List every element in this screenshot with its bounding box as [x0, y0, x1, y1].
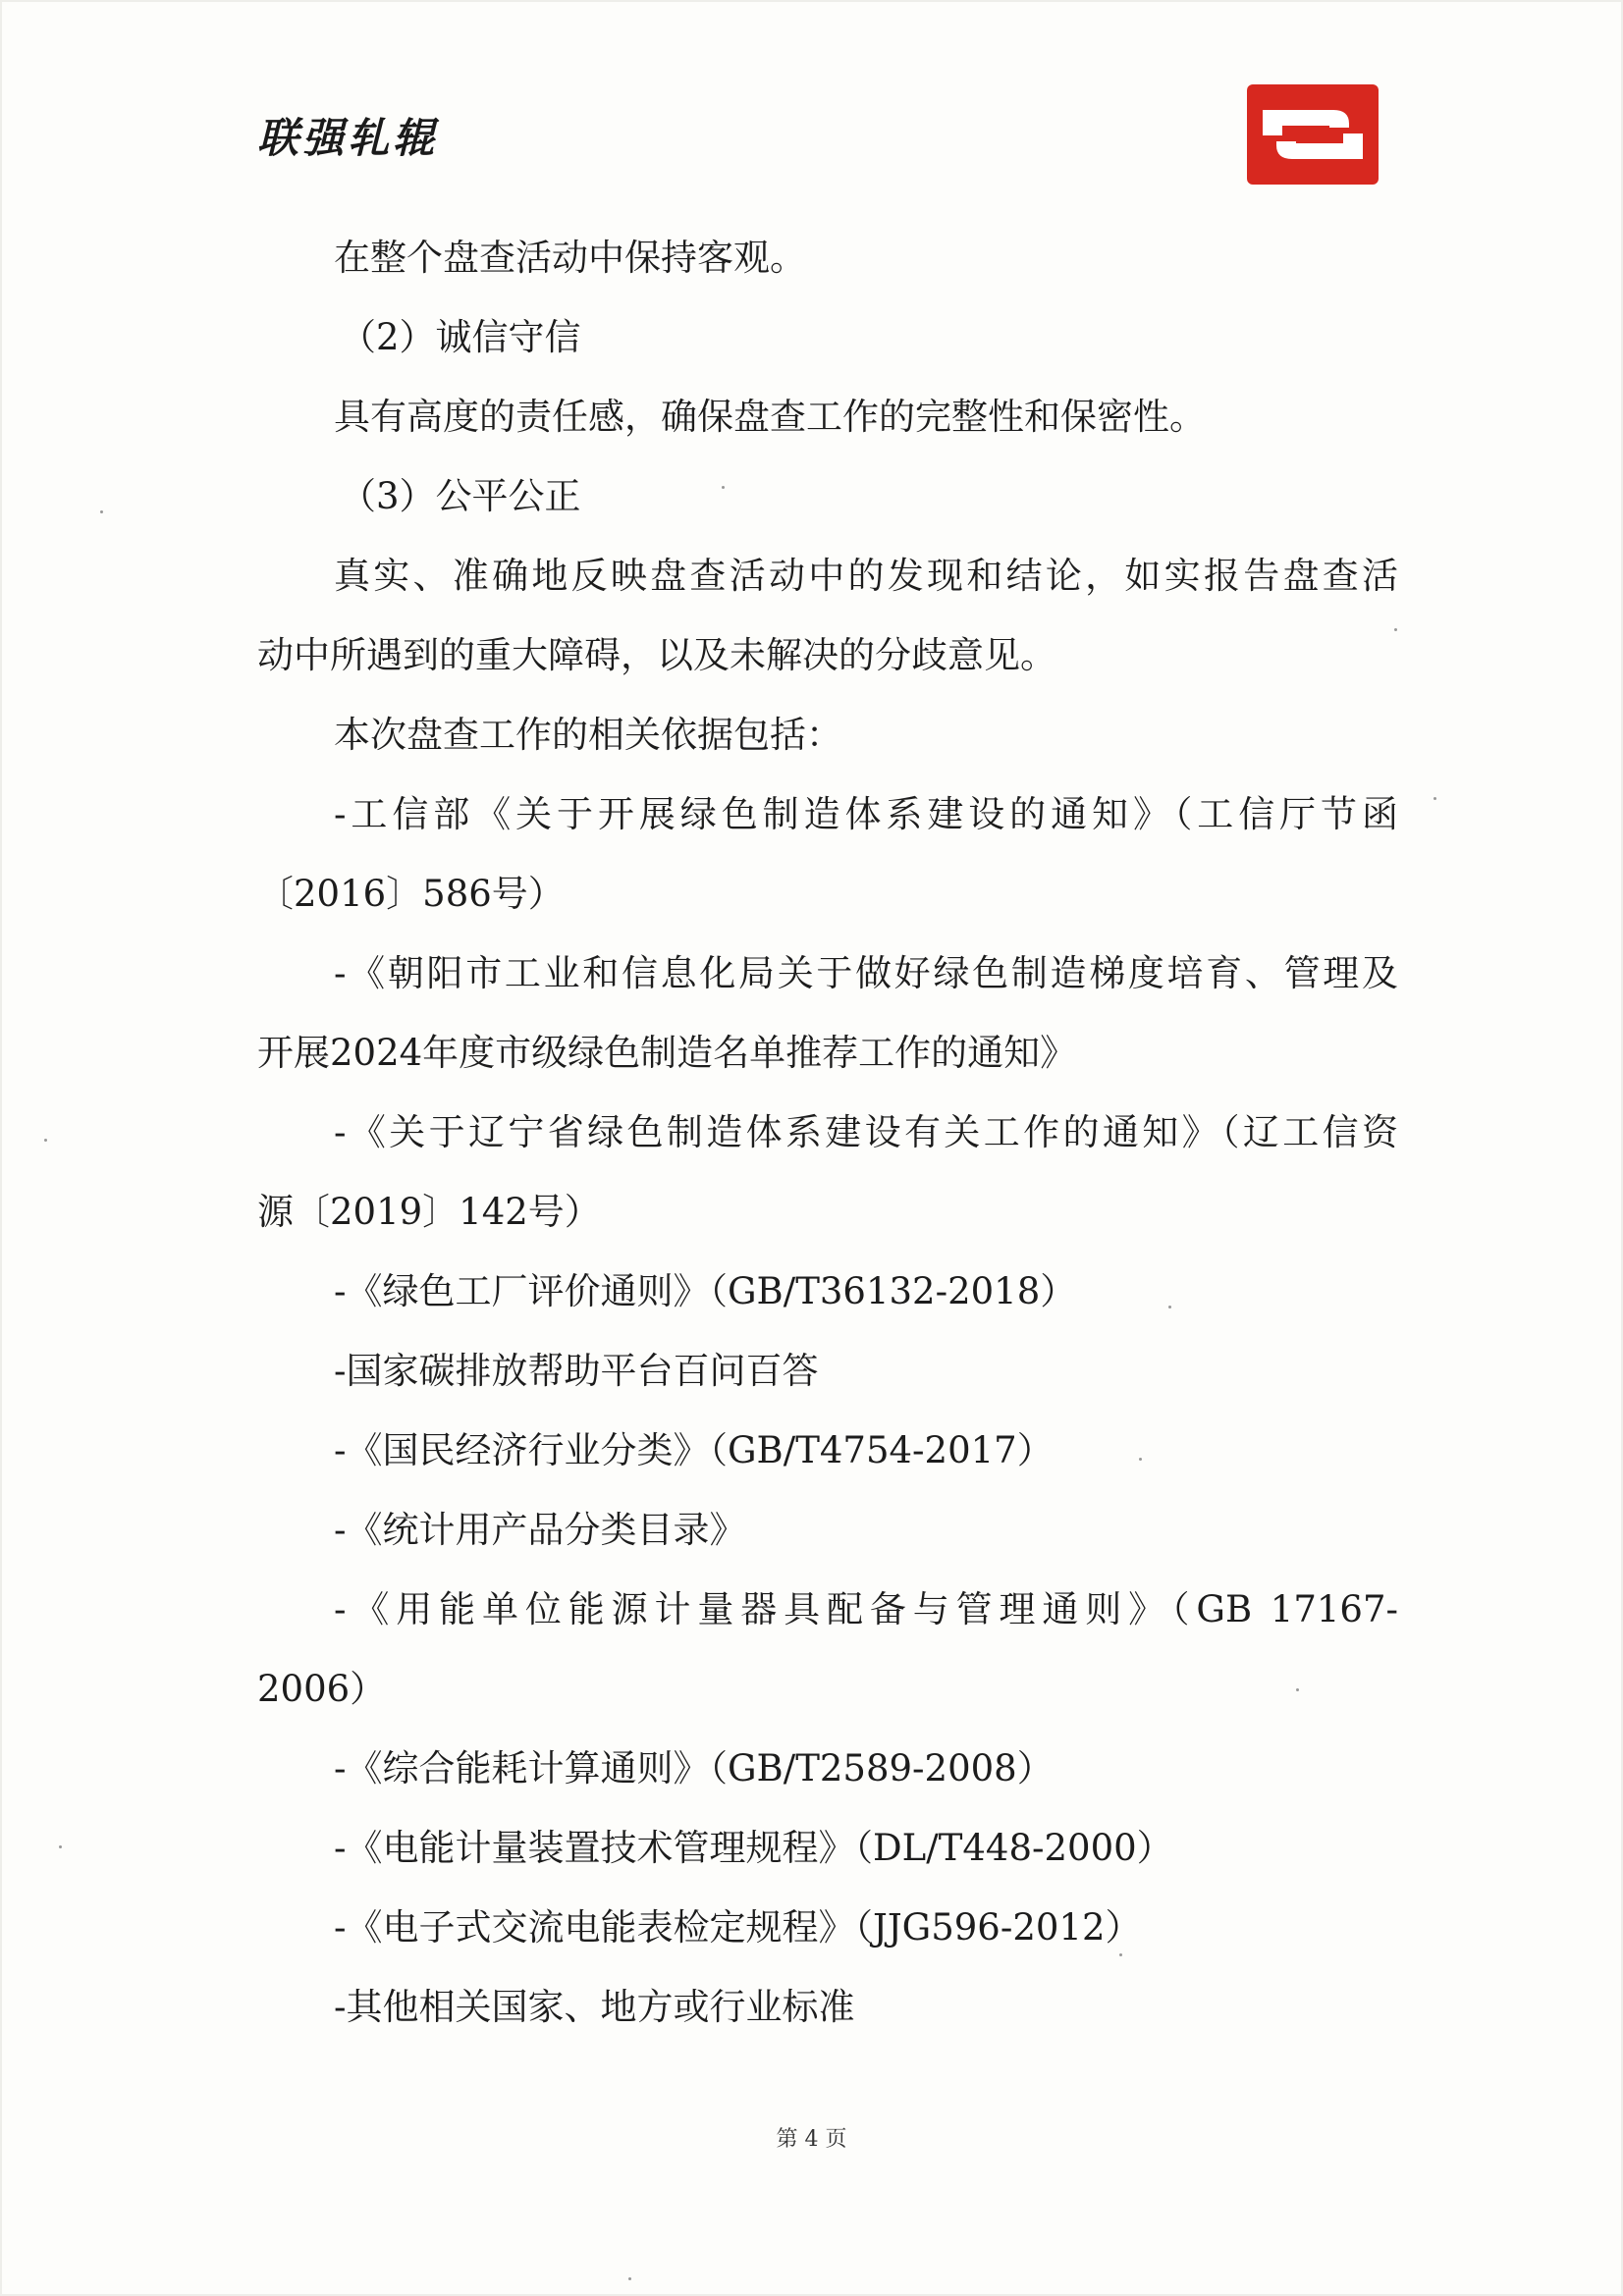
scan-speck: [59, 1845, 62, 1848]
scan-speck: [628, 2277, 631, 2280]
section-heading: （2）诚信守信: [340, 316, 581, 358]
scan-speck: [1139, 1458, 1142, 1461]
paragraph-line: 具有高度的责任感，确保盘查工作的完整性和保密性。: [334, 396, 1206, 438]
reference-item: -《关于辽宁省绿色制造体系建设有关工作的通知》（辽工信资: [334, 1111, 1398, 1153]
reference-item: -《电子式交流电能表检定规程》（JJG596-2012）: [334, 1906, 1142, 1949]
scan-speck: [100, 510, 103, 513]
paragraph-line: 在整个盘查活动中保持客观。: [334, 237, 806, 279]
reference-item: -《电能计量装置技术管理规程》（DL/T448-2000）: [334, 1827, 1173, 1869]
reference-item: -《综合能耗计算通则》（GB/T2589-2008）: [334, 1747, 1054, 1789]
reference-item: -其他相关国家、地方或行业标准: [334, 1986, 855, 2028]
paragraph-line: 真实、准确地反映盘查活动中的发现和结论，如实报告盘查活: [334, 555, 1398, 597]
scan-speck: [1296, 1688, 1299, 1691]
reference-item: -国家碳排放帮助平台百问百答: [334, 1350, 819, 1392]
paragraph-line: 动中所遇到的重大障碍，以及未解决的分歧意见。: [257, 634, 1056, 676]
red-square-logo-icon: [1247, 84, 1379, 185]
reference-item: -《国民经济行业分类》（GB/T4754-2017）: [334, 1429, 1054, 1471]
reference-item: 源〔2019〕142号）: [257, 1191, 601, 1233]
scan-speck: [722, 486, 725, 489]
reference-item: -工信部《关于开展绿色制造体系建设的通知》（工信厅节函: [334, 793, 1398, 835]
scan-speck: [1394, 628, 1397, 631]
page-number: 第 4 页: [776, 2127, 847, 2152]
scan-speck: [1119, 1953, 1122, 1956]
reference-item: 开展2024年度市级绿色制造名单推荐工作的通知》: [257, 1032, 1077, 1074]
company-name: 联强轧辊: [257, 114, 439, 162]
reference-item: 2006）: [257, 1668, 387, 1710]
reference-item: 〔2016〕586号）: [257, 873, 565, 915]
reference-item: -《朝阳市工业和信息化局关于做好绿色制造梯度培育、管理及: [334, 952, 1398, 994]
reference-item: -《绿色工厂评价通则》（GB/T36132-2018）: [334, 1270, 1077, 1312]
scan-speck: [44, 1139, 47, 1142]
section-heading: （3）公平公正: [340, 475, 581, 517]
reference-item: -《用能单位能源计量器具配备与管理通则》（GB 17167-: [334, 1588, 1398, 1630]
body-text: [257, 218, 1398, 2047]
reference-item: -《统计用产品分类目录》: [334, 1509, 746, 1551]
scan-speck: [1168, 1306, 1171, 1308]
paragraph-line: 本次盘查工作的相关依据包括：: [334, 714, 842, 756]
scan-speck: [1434, 797, 1436, 800]
